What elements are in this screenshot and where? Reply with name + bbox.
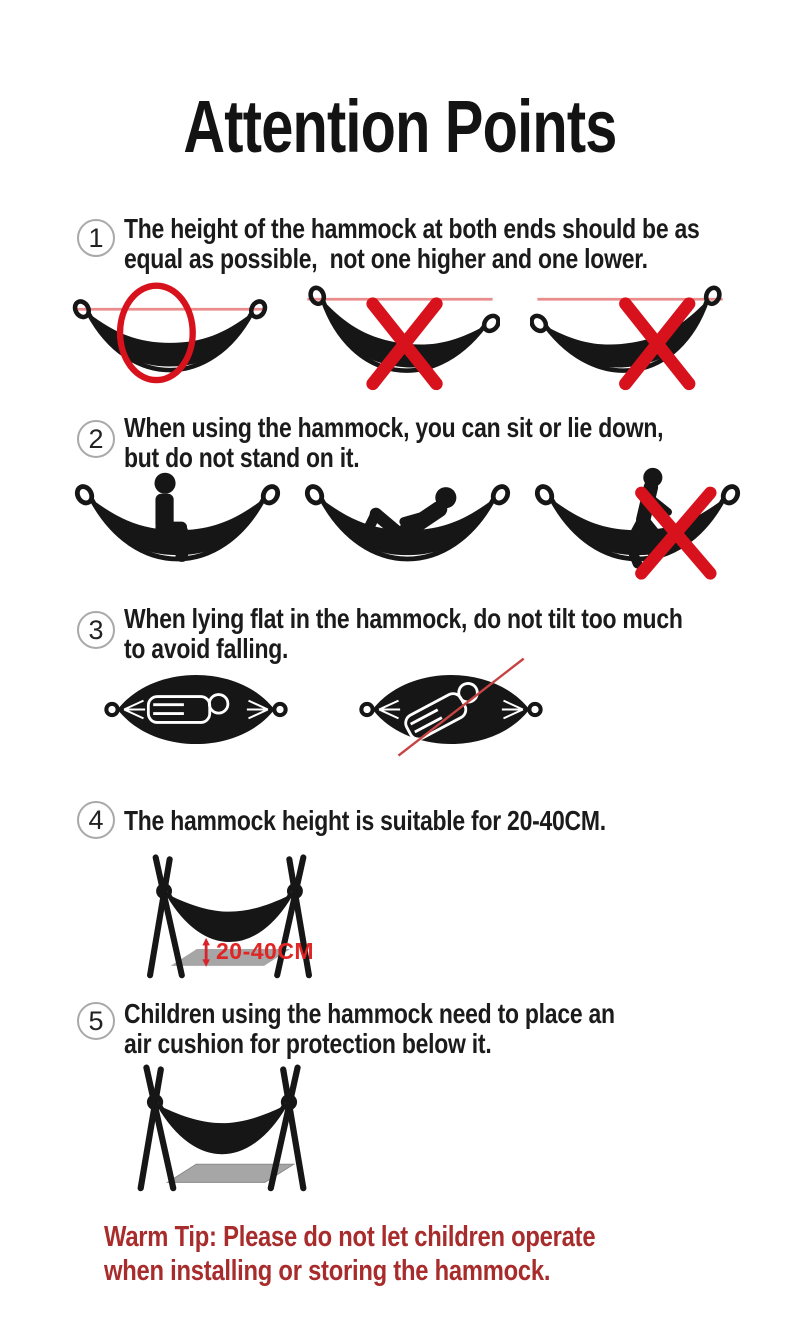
height-range-label: 20-40CM [216, 938, 315, 964]
hammock-person-lying-icon [302, 466, 513, 581]
hammock-uneven-left-low-x-icon [530, 282, 730, 391]
point-3-text [124, 604, 683, 663]
hammock-level-correct-icon [70, 282, 270, 391]
point-2-text [124, 413, 663, 472]
point-4-text [124, 806, 606, 836]
point-3-badge [77, 611, 115, 649]
warm-tip [104, 1221, 595, 1288]
point-3-line-2: to avoid falling. [124, 632, 289, 664]
hammock-topview-tilted-icon [358, 657, 544, 762]
point-5-line-2: air cushion for protection below it. [124, 1027, 492, 1059]
point-5-badge [77, 1002, 115, 1040]
point-3-line-1: When lying flat in the hammock, do not tilt too much [124, 603, 683, 634]
point-1-line-2: equal as possible, not one higher and one lower. [124, 242, 648, 274]
point-4-line-1: The hammock height is suitable for 20-40CM. [124, 805, 606, 836]
warm-tip-line-2: when installing or storing the hammock. [104, 1254, 551, 1287]
point-1-number: 1 [88, 223, 104, 253]
point-5-text [124, 999, 615, 1058]
point-2-badge [77, 420, 115, 458]
point-4-badge [77, 801, 115, 839]
point-5-line-1: Children using the hammock need to place an [124, 998, 615, 1029]
hammock-topview-straight-icon [103, 657, 289, 762]
point-2-line-2: but do not stand on it. [124, 441, 360, 473]
point-4-number: 4 [88, 805, 104, 835]
point-1-line-1: The height of the hammock at both ends should be as [124, 213, 700, 244]
page-title: Attention Points [183, 85, 617, 168]
point-2-line-1: When using the hammock, you can sit or lie down, [124, 412, 664, 443]
warm-tip-line-1: Warm Tip: Please do not let children operate [104, 1221, 596, 1253]
hammock-uneven-right-low-x-icon [300, 282, 500, 391]
point-1-badge [77, 219, 115, 257]
point-2-number: 2 [88, 424, 104, 454]
hammock-stand-cushion-icon [112, 1056, 332, 1195]
point-3-number: 3 [88, 615, 104, 645]
hammock-person-sitting-icon [72, 466, 283, 581]
point-1-text [124, 214, 700, 273]
hammock-person-standing-x-icon [532, 466, 743, 581]
point-5-number: 5 [88, 1006, 104, 1036]
